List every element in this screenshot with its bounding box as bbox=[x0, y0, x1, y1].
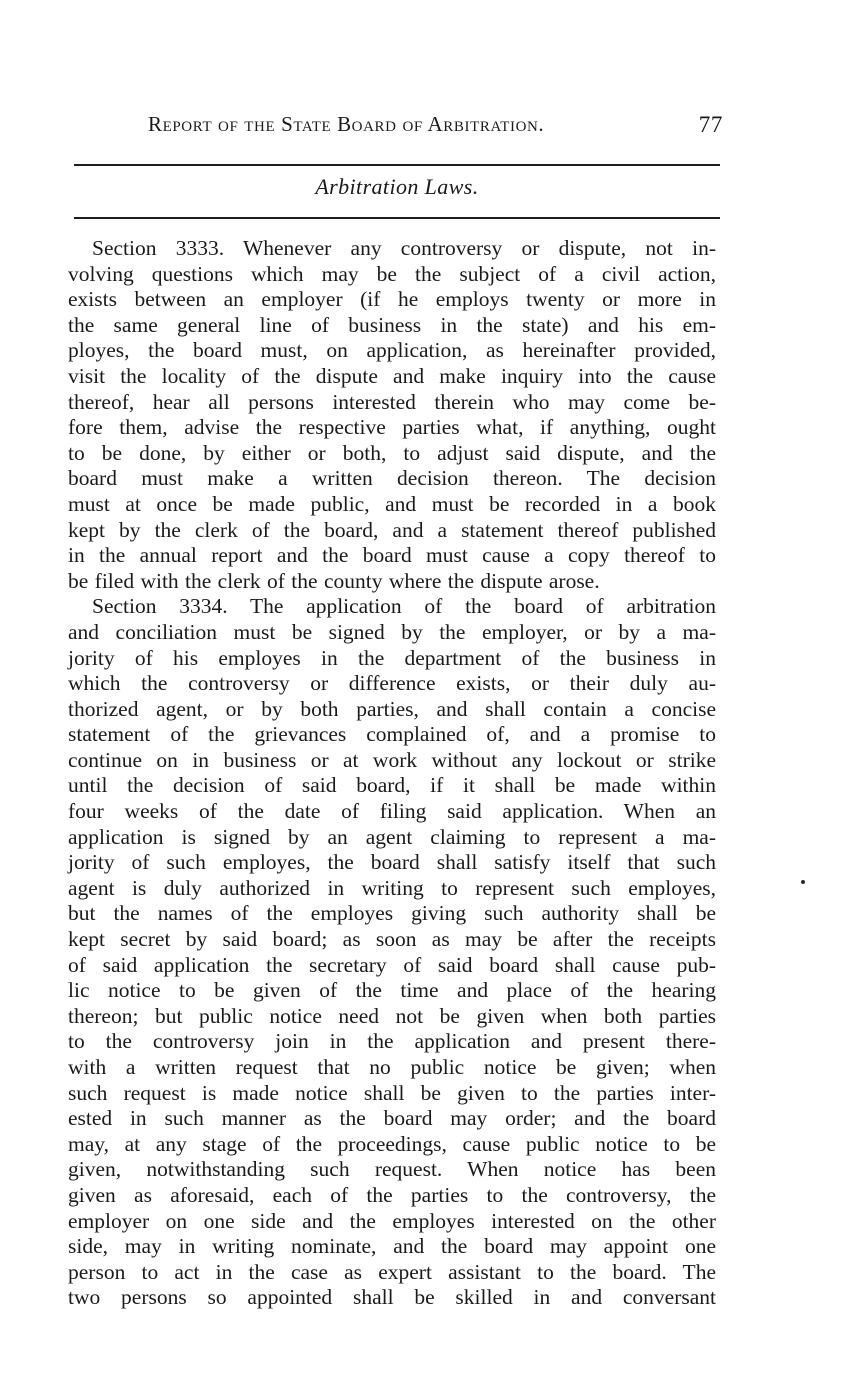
text-line: but the names of the employes giving such authority shall be bbox=[68, 901, 716, 926]
text-line: side, may in writing nominate, and the board may appoint one bbox=[68, 1234, 716, 1259]
running-header bbox=[148, 112, 723, 142]
text-line: to the controversy join in the application and present there- bbox=[68, 1029, 716, 1054]
text-line: given, notwithstanding such request. When notice has been bbox=[68, 1157, 716, 1182]
text-line: thorized agent, or by both parties, and shall contain a concise bbox=[68, 696, 716, 721]
text-line: board must make a written decision thereon. The decision bbox=[68, 466, 716, 491]
header-rule-top bbox=[74, 164, 720, 166]
text-line: kept by the clerk of the board, and a statement thereof published bbox=[68, 517, 716, 542]
text-line: Section 3333. Whenever any controversy or dispute, not in- bbox=[92, 236, 716, 260]
text-line: in the annual report and the board must cause a copy thereof to bbox=[68, 543, 716, 568]
text-line: of said application the secretary of said board shall cause pub- bbox=[68, 952, 716, 977]
text-line: four weeks of the date of filing said application. When an bbox=[68, 799, 716, 824]
text-line: Section 3334. The application of the board of arbitration bbox=[92, 594, 716, 619]
running-title: Report of the State Board of Arbitration. bbox=[148, 112, 545, 136]
text-line: visit the locality of the dispute and make inquiry into the cause bbox=[68, 363, 716, 388]
text-line: given as aforesaid, each of the parties to the controversy, the bbox=[68, 1182, 716, 1207]
header-rule-bottom bbox=[74, 217, 720, 219]
text-line: ested in such manner as the board may order; and the board bbox=[68, 1106, 716, 1131]
ink-speck bbox=[801, 880, 805, 884]
text-line: such request is made notice shall be given to the parties inter- bbox=[68, 1080, 716, 1105]
text-line: person to act in the case as expert assistant to the board. The bbox=[68, 1259, 716, 1284]
text-line: to be done, by either or both, to adjust said dispute, and the bbox=[68, 440, 716, 465]
text-line: employer on one side and the employes interested on the other bbox=[68, 1208, 716, 1233]
text-line: with a written request that no public notice be given; when bbox=[68, 1055, 716, 1079]
text-line: statement of the grievances complained of, and a promise to bbox=[68, 722, 716, 747]
text-line: exists between an employer (if he employs twenty or more in bbox=[68, 287, 716, 312]
text-line: kept secret by said board; as soon as may be after the receipts bbox=[68, 927, 716, 952]
text-line: may, at any stage of the proceedings, cause public notice to be bbox=[68, 1131, 716, 1156]
text-line: jority of such employes, the board shall satisfy itself that such bbox=[68, 850, 716, 875]
text-line: fore them, advise the respective parties what, if anything, ought bbox=[68, 415, 716, 440]
text-line: application is signed by an agent claiming to represent a ma- bbox=[68, 824, 716, 849]
text-line: and conciliation must be signed by the employer, or by a ma- bbox=[68, 619, 716, 644]
text-line: the same general line of business in the state) and his em- bbox=[68, 312, 716, 337]
text-line: lic notice to be given of the time and place of the hearing bbox=[68, 978, 716, 1003]
section-heading: Arbitration Laws. bbox=[315, 174, 479, 199]
text-line: thereof, hear all persons interested therein who may come be- bbox=[68, 389, 716, 414]
text-line: which the controversy or difference exists, or their duly au- bbox=[68, 671, 716, 696]
text-line: jority of his employes in the department of the business in bbox=[68, 645, 716, 670]
text-line: agent is duly authorized in writing to represent such employes, bbox=[68, 875, 716, 900]
text-line: must at once be made public, and must be recorded in a book bbox=[68, 491, 716, 516]
text-line: ployes, the board must, on application, as hereinafter provided, bbox=[68, 338, 716, 363]
page-number: 77 bbox=[698, 112, 723, 137]
text-line: volving questions which may be the subject of a civil action, bbox=[68, 261, 716, 286]
text-line: two persons so appointed shall be skilled in and conversant bbox=[68, 1285, 716, 1310]
text-line: thereon; but public notice need not be given when both parties bbox=[68, 1003, 716, 1028]
text-line: be filed with the clerk of the county where the dispute arose. bbox=[68, 568, 600, 593]
body-text bbox=[68, 236, 716, 1311]
text-line: until the decision of said board, if it shall be made within bbox=[68, 773, 716, 798]
text-line: continue on in business or at work without any lockout or strike bbox=[68, 747, 716, 772]
